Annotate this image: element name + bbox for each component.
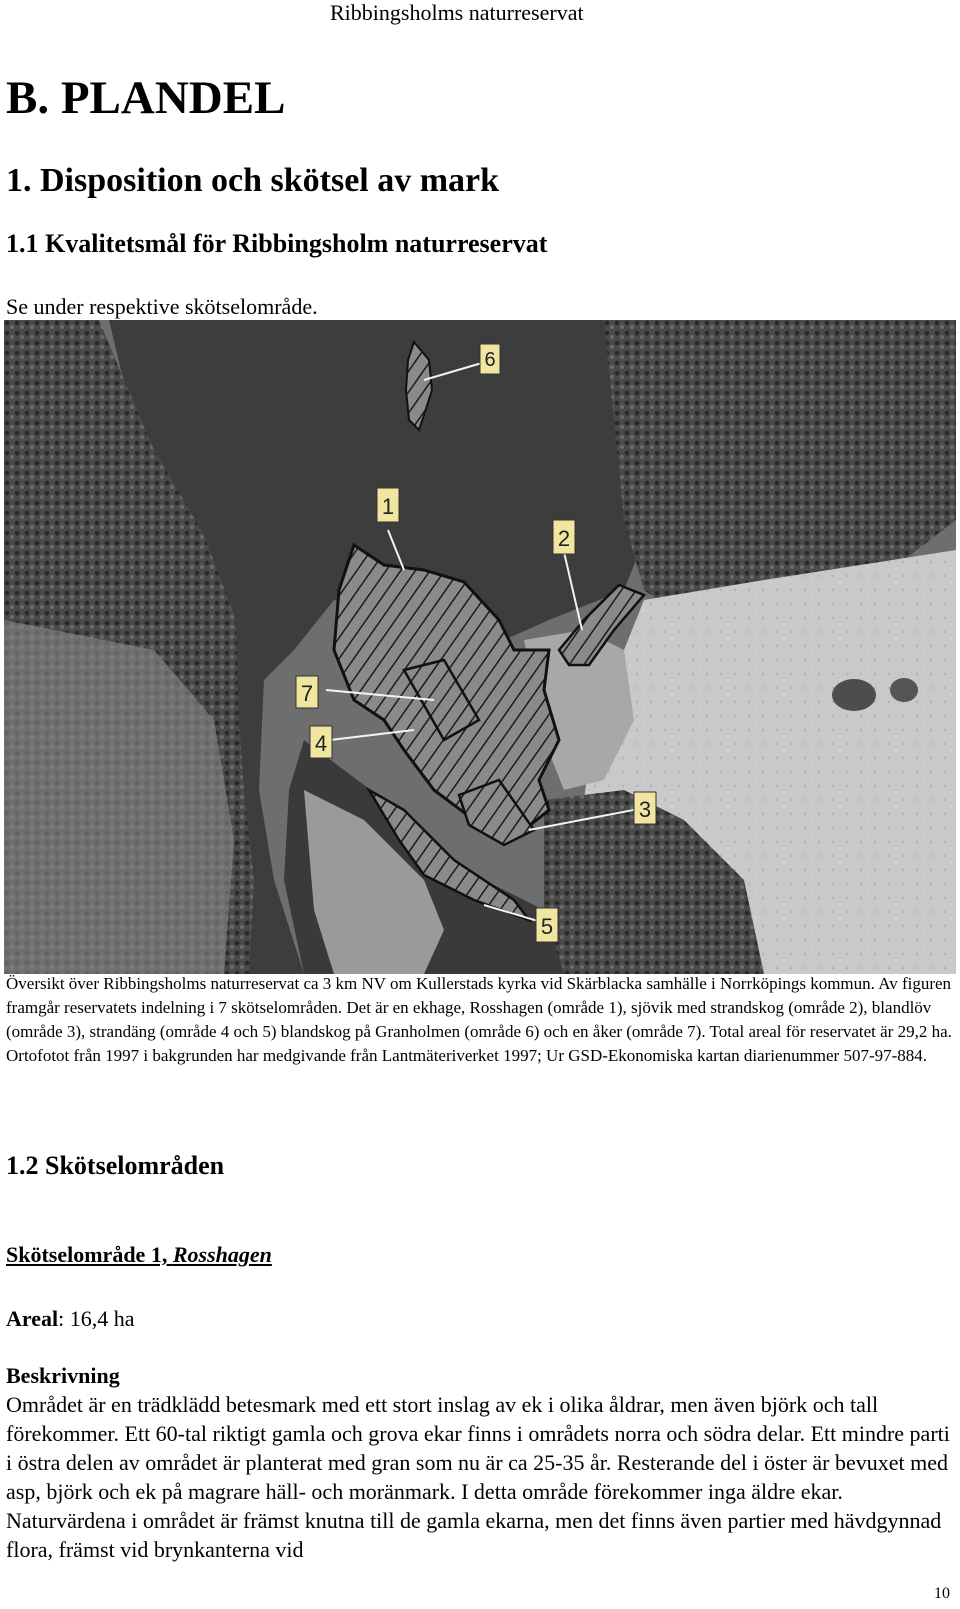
area-label-5 [536,908,558,942]
area-1-heading-prefix: Skötselområde 1, [6,1242,173,1267]
running-header: Ribbingsholms naturreservat [330,0,584,25]
area-1-heading-name: Rosshagen [172,1242,272,1267]
section-1-heading: 1. Disposition och skötsel av mark [6,162,500,199]
area-label-7-text: 7 [300,681,314,706]
section-1-1-text: Se under respektive skötselområde. [6,294,318,319]
area-label-4 [310,726,332,758]
description-text: Området är en trädklädd betesmark med ett stort inslag av ek i olika åldrar, men även björk och tall förekommer. Ett 60-tal riktigt gamla och grova ekar finns i områdets norra och södra delar. Ett mindre parti i östra delen av området är planterat med gran som nu är ca 25-35 år. Resterande del i öster är bevuxet med asp, björk och ek på magrare häll- och moränmark. I detta område förekommer inga äldre ekar. Naturvärdena i området är främst knutna till de gamla ekarna, men det finns även partier med hävdgynnad flora, främst vid brynkanterna vid [6,1392,950,1562]
field-tree-cluster [832,679,876,711]
field-tree-cluster-2 [890,678,918,702]
area-label-2-text: 2 [557,526,571,551]
section-1-1-heading: 1.1 Kvalitetsmål för Ribbingsholm naturreservat [6,229,548,258]
area-label-1-text: 1 [381,494,395,519]
area-1-areal [6,1305,135,1333]
area-label-2 [553,520,575,554]
area-label-3-text: 3 [638,797,652,822]
area-label-5-text: 5 [540,914,554,939]
page-number: 10 [934,1585,950,1602]
map-caption: Översikt över Ribbingsholms naturreservat ca 3 km NV om Kullerstads kyrka vid Skärblacka samhälle i Norrköpings kommun. Av figuren framgår reservatets indelning i 7 skötselområden. Det är en ekhage, Rosshagen (område 1), sjövik med strandskog (område 2), blandlöv (område 3), strandäng (område 4 och 5) blandskog på Granholmen (område 6) och en åker (område 7). Total areal för reservatet är 29,2 ha. Ortofotot från 1997 i bakgrunden har medgivande från Lantmäteriverket 1997; Ur GSD-Ekonomiska kartan diarienummer 507-97-884. [6,974,952,1065]
areal-value: : 16,4 ha [58,1306,135,1331]
area-label-4-text: 4 [314,731,328,756]
section-1-2-heading: 1.2 Skötselområden [6,1151,225,1180]
area-label-6-text: 6 [484,349,496,371]
area-label-7 [296,676,318,708]
part-title: B. PLANDEL [6,72,286,124]
area-label-3 [634,792,656,824]
area-1-heading [6,1241,272,1269]
orthophoto-map [4,320,956,974]
description-heading: Beskrivning [6,1363,120,1388]
area-label-6 [480,344,500,374]
area-label-1 [377,488,399,522]
areal-label: Areal [6,1306,59,1331]
